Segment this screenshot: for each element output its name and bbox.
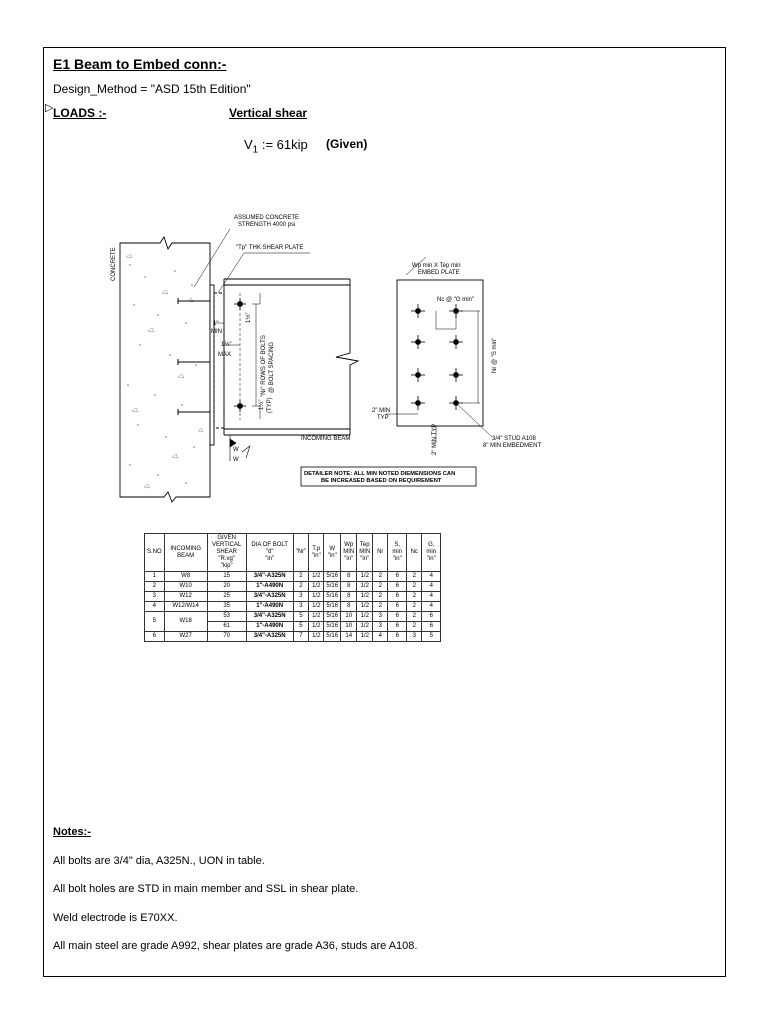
cell-nr: 2 (293, 572, 309, 582)
shear-plate (214, 293, 224, 428)
cell-nr: 2 (293, 582, 309, 592)
embed-plate-label-1: Wp min X Tep min (412, 263, 461, 269)
cell-nr2: 3 (373, 612, 388, 622)
cell-s: 6 (388, 632, 407, 642)
cell-nr2: 2 (373, 572, 388, 582)
cell-bolt: 1"-A490N (246, 602, 293, 612)
cell-beam: W27 (164, 632, 207, 642)
embed-plate-label-2: EMBED PLATE (418, 270, 460, 276)
cell-tp: 1/2 (309, 632, 324, 642)
cell-bolt: 3/4"-A325N (246, 572, 293, 582)
bolt-rows-label-2: @ BOLT SPACING (269, 341, 275, 393)
assumed-concrete-2: STRENGTH 4000 psi (238, 222, 296, 228)
col-header: W "in" (324, 534, 341, 572)
loads-heading: LOADS :- (53, 106, 107, 120)
vertical-shear-heading: Vertical shear (229, 106, 308, 120)
assumed-concrete-1: ASSUMED CONCRETE (234, 215, 300, 221)
cell-nr: 3 (293, 592, 309, 602)
col-header: "Nr" (293, 534, 309, 572)
shear-formula (244, 137, 308, 156)
cell-nc: 2 (407, 582, 422, 592)
cell-tp: 1/2 (309, 622, 324, 632)
cell-w: 5/16 (324, 582, 341, 592)
stud-grid (411, 304, 463, 410)
top-edge-dim: 1½" (246, 312, 252, 323)
col-header: Nr (373, 534, 388, 572)
embed-dimensions (386, 257, 492, 443)
incoming-beam (224, 279, 358, 435)
cell-wp: 8 (341, 592, 357, 602)
table-row (145, 592, 441, 602)
studs-side (178, 298, 210, 415)
cell-nr: 7 (293, 632, 309, 642)
cell-w: 5/16 (324, 622, 341, 632)
cell-s: 6 (388, 572, 407, 582)
formula-value: := 61kip (258, 137, 308, 152)
cell-g: 4 (422, 582, 441, 592)
weld-w-bottom: W (233, 457, 239, 463)
cell-shear: 20 (207, 582, 246, 592)
cell-wp: 8 (341, 572, 357, 582)
cell-shear: 15 (207, 572, 246, 582)
col-header: S.NO (145, 534, 165, 572)
cell-nc: 2 (407, 622, 422, 632)
cell-nc: 2 (407, 572, 422, 582)
col-header: Wp MIN "in" (341, 534, 357, 572)
bolt-design-table (144, 533, 441, 642)
cell-nr2: 3 (373, 622, 388, 632)
cell-sno: 5 (145, 612, 165, 632)
concrete-label: CONCRETE (111, 247, 117, 281)
min-dim-label: 1" (213, 321, 219, 327)
cell-tp: 1/2 (309, 602, 324, 612)
note-item: Weld electrode is E70XX. (53, 912, 178, 924)
cell-shear: 25 (207, 592, 246, 602)
notes-heading: Notes:- (53, 826, 91, 838)
cell-g: 4 (422, 572, 441, 582)
cell-shear: 35 (207, 602, 246, 612)
cell-wp: 8 (341, 582, 357, 592)
col-header: GIVEN VERTICAL SHEAR "R.vg" "kip" (207, 534, 246, 572)
cell-tp: 1/2 (309, 612, 324, 622)
detailer-note-1: DETAILER NOTE: ALL MIN NOTED DIEMENSIONS CAN (304, 471, 456, 477)
cell-beam: W12/W14 (164, 602, 207, 612)
cell-s: 6 (388, 592, 407, 602)
cell-wp: 10 (341, 622, 357, 632)
nr-s-label: Nr @ "S min" (492, 337, 498, 373)
stud-label-2: 8" MIN EMBEDMENT (483, 443, 542, 449)
page-frame (43, 47, 726, 977)
two-min-vertical-label: 2" MIN TYP (432, 423, 438, 455)
cell-tep: 1/2 (357, 602, 373, 612)
cell-g: 6 (422, 622, 441, 632)
cell-beam: W18 (164, 612, 207, 632)
two-min-label-1: 2" MIN (372, 408, 391, 414)
cell-tep: 1/2 (357, 582, 373, 592)
col-header: DIA OF BOLT "d" "in" (246, 534, 293, 572)
cell-g: 5 (422, 632, 441, 642)
table-row (145, 632, 441, 642)
typ-dim-label: 1½" (259, 399, 265, 410)
cell-tep: 1/2 (357, 572, 373, 582)
cell-sno: 3 (145, 592, 165, 602)
cell-nr2: 2 (373, 582, 388, 592)
cell-s: 6 (388, 622, 407, 632)
col-header: Tep MIN "in" (357, 534, 373, 572)
cell-s: 6 (388, 602, 407, 612)
cell-bolt: 3/4"-A325N (246, 592, 293, 602)
cell-nc: 2 (407, 612, 422, 622)
cell-sno: 4 (145, 602, 165, 612)
col-header: T.p "in" (309, 534, 324, 572)
col-header: G, min "in" (422, 534, 441, 572)
concrete-aggregate (126, 254, 203, 488)
concrete-wall (120, 237, 210, 502)
table-header-row (145, 534, 441, 572)
shear-plate-label: "Tp" THK SHEAR PLATE (236, 245, 304, 251)
cell-w: 5/16 (324, 602, 341, 612)
cell-w: 5/16 (324, 572, 341, 582)
min-word: MIN (211, 329, 222, 335)
cell-beam: W12 (164, 592, 207, 602)
cell-beam: W10 (164, 582, 207, 592)
cell-sno: 6 (145, 632, 165, 642)
typ-word: (TYP) (267, 397, 273, 413)
cell-sno: 2 (145, 582, 165, 592)
cell-wp: 14 (341, 632, 357, 642)
cell-wp: 10 (341, 612, 357, 622)
top-leaders (194, 229, 310, 293)
incoming-beam-label: INCOMING BEAM (301, 436, 351, 442)
col-header: Nc (407, 534, 422, 572)
cell-g: 6 (422, 612, 441, 622)
cell-beam: W8 (164, 572, 207, 582)
col-header: INCOMING BEAM (164, 534, 207, 572)
max-word: MAX (218, 352, 232, 358)
cell-w: 5/16 (324, 612, 341, 622)
table-row (145, 582, 441, 592)
cell-tp: 1/2 (309, 592, 324, 602)
cell-nr: 5 (293, 612, 309, 622)
cell-nc: 2 (407, 602, 422, 612)
cell-shear: 70 (207, 632, 246, 642)
note-item: All main steel are grade A992, shear plates are grade A36, studs are A108. (53, 940, 418, 952)
stud-label-1: 3/4" STUD A108 (492, 436, 536, 442)
formula-subscript: 1 (252, 144, 259, 156)
cell-tep: 1/2 (357, 622, 373, 632)
bolt-rows-label-1: "Nr" ROWS OF BOLTS (261, 335, 267, 397)
table-row (145, 602, 441, 612)
cell-tep: 1/2 (357, 612, 373, 622)
cell-g: 4 (422, 602, 441, 612)
cell-w: 5/16 (324, 592, 341, 602)
cell-tp: 1/2 (309, 572, 324, 582)
table-row (145, 612, 441, 622)
table-row (145, 572, 441, 582)
cell-w: 5/16 (324, 632, 341, 642)
cell-nr2: 4 (373, 632, 388, 642)
concrete-speckle (127, 264, 197, 484)
cell-nc: 3 (407, 632, 422, 642)
two-min-label-2: TYP (377, 415, 389, 421)
cell-nr2: 2 (373, 602, 388, 612)
formula-symbol: V (244, 137, 253, 152)
cell-nr2: 2 (373, 592, 388, 602)
weld-w-top: W (233, 447, 239, 453)
cell-tep: 1/2 (357, 592, 373, 602)
cell-shear: 53 (207, 612, 246, 622)
cell-s: 6 (388, 612, 407, 622)
cell-tp: 1/2 (309, 582, 324, 592)
col-header: S, min "in" (388, 534, 407, 572)
connection-detail-drawing (100, 205, 560, 505)
cell-bolt: 1"-A490N (246, 582, 293, 592)
cell-sno: 1 (145, 572, 165, 582)
cell-nc: 2 (407, 592, 422, 602)
embed-plate-side (210, 285, 214, 445)
nc-g-label: Nc @ "G min" (437, 297, 475, 303)
given-label: (Given) (326, 137, 368, 151)
region-marker-icon: ▷ (45, 102, 54, 114)
cell-g: 4 (422, 592, 441, 602)
design-method: Design_Method = "ASD 15th Edition" (53, 82, 251, 96)
note-item: All bolt holes are STD in main member and SSL in shear plate. (53, 883, 359, 895)
page-title: E1 Beam to Embed conn:- (53, 56, 227, 72)
detailer-note-2: BE INCREASED BASED ON REQUIREMENT (321, 478, 442, 484)
cell-tep: 1/2 (357, 632, 373, 642)
cell-wp: 8 (341, 602, 357, 612)
cell-nr: 5 (293, 622, 309, 632)
max-dim-label: 1½" (221, 342, 232, 348)
cell-bolt: 3/4"-A325N (246, 632, 293, 642)
cell-bolt: 1"-A490N (246, 622, 293, 632)
cell-bolt: 3/4"-A325N (246, 612, 293, 622)
note-item: All bolts are 3/4" dia, A325N., UON in table. (53, 855, 265, 867)
cell-nr: 3 (293, 602, 309, 612)
cell-s: 6 (388, 582, 407, 592)
cell-shear: 61 (207, 622, 246, 632)
